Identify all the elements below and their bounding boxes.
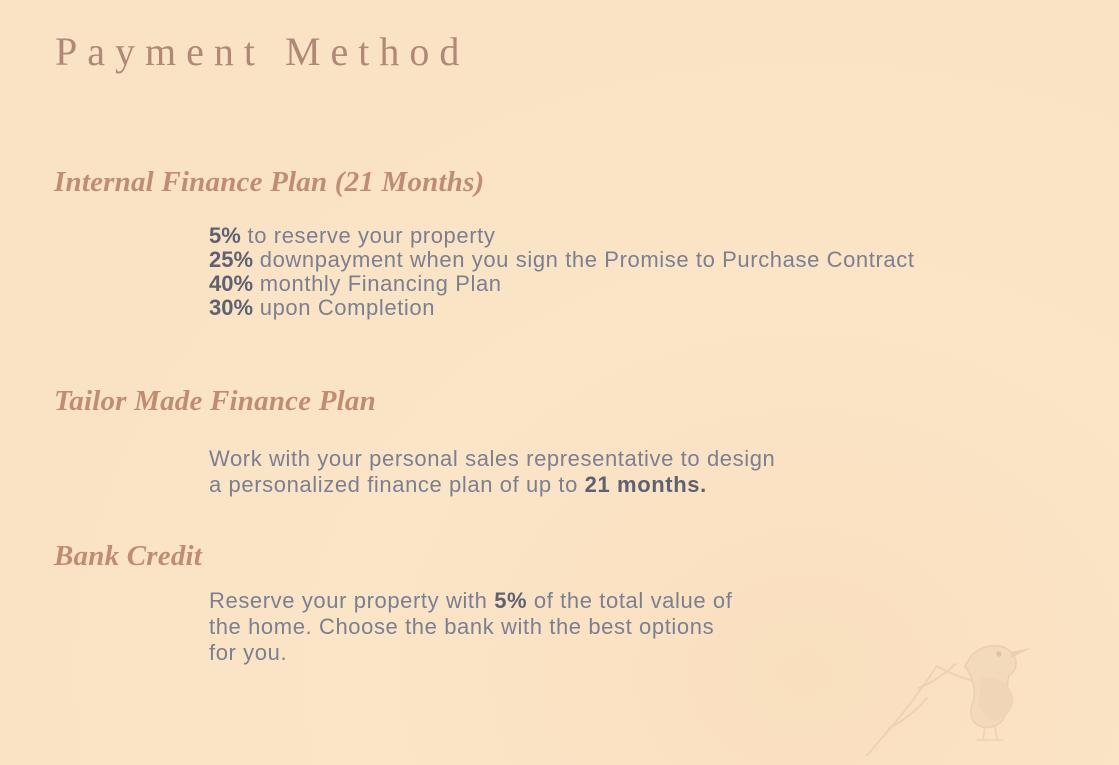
percentage-value: 5% — [209, 223, 241, 248]
paragraph-line: Work with your personal sales representative to design — [209, 446, 776, 471]
bird-on-branch-icon — [859, 570, 1099, 760]
percentage-value: 30% — [209, 295, 254, 320]
paragraph-line — [209, 588, 732, 614]
percentage-value: 25% — [209, 247, 254, 272]
paragraph-line: the home. Choose the bank with the best options — [209, 614, 715, 639]
paragraph-text: Reserve your property with — [209, 588, 495, 613]
page-title: Payment Method — [55, 29, 470, 74]
list-item — [209, 272, 915, 296]
emphasized-term: 5% — [494, 588, 528, 613]
list-item-text: downpayment when you sign the Promise to Purchase Contract — [253, 247, 915, 272]
list-item-text: to reserve your property — [240, 223, 496, 248]
list-item-text: upon Completion — [253, 295, 436, 320]
internal-finance-plan-list — [209, 224, 915, 320]
paragraph-text: of the total value of — [527, 588, 733, 613]
paragraph-line — [209, 472, 775, 498]
percentage-value: 40% — [209, 271, 254, 296]
tailor-made-finance-plan-paragraph — [209, 446, 775, 498]
list-item — [209, 224, 915, 248]
section-heading-internal-finance-plan: Internal Finance Plan (21 Months) — [54, 166, 485, 198]
list-item — [209, 248, 915, 272]
section-heading-bank-credit: Bank Credit — [54, 540, 203, 572]
paragraph-text: a personalized finance plan of up to — [209, 472, 585, 497]
emphasized-term: 21 months. — [584, 472, 707, 497]
paragraph-line: for you. — [209, 640, 288, 665]
section-heading-tailor-made-finance-plan: Tailor Made Finance Plan — [54, 385, 376, 417]
bank-credit-paragraph — [209, 588, 732, 666]
list-item — [209, 296, 915, 320]
list-item-text: monthly Financing Plan — [253, 271, 502, 296]
